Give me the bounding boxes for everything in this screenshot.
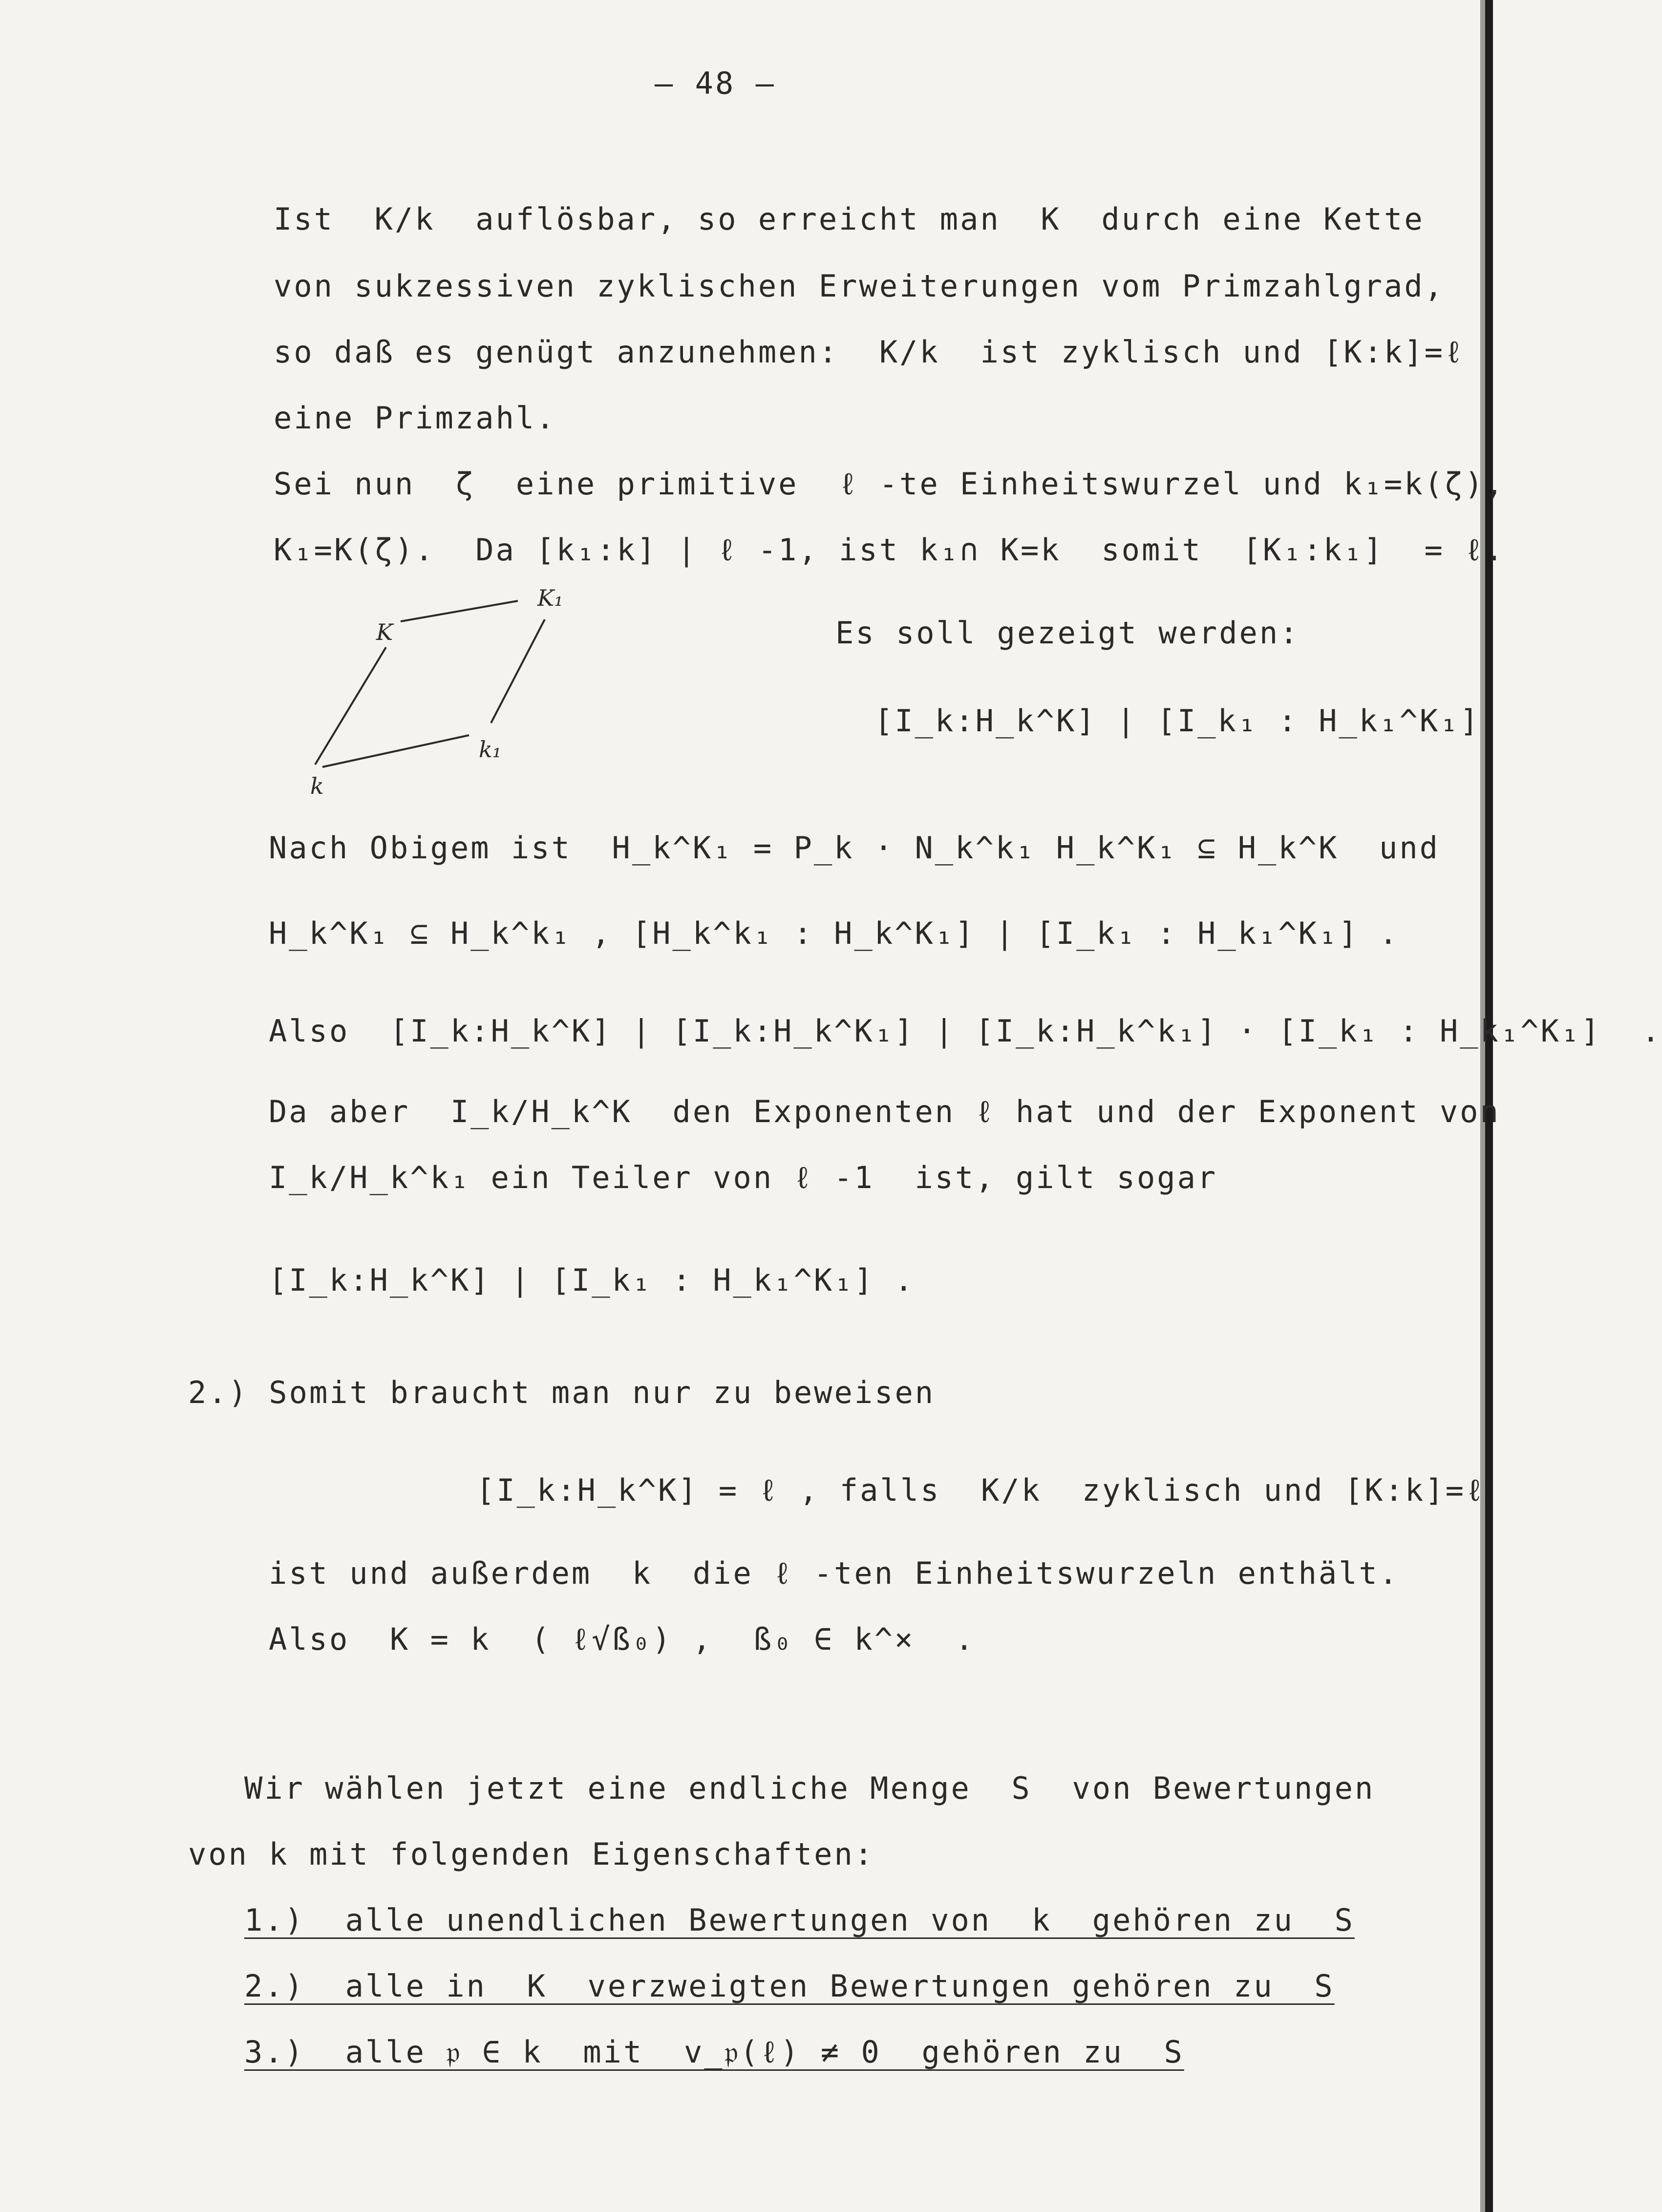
text-line-18: Also K = k ( ℓ√ß₀) , ß₀ ∈ k^× .: [269, 1621, 976, 1657]
diagram-edge-top: [401, 601, 518, 621]
page-number: – 48 –: [655, 65, 776, 101]
text-line-6: K₁=K(ζ). Da [k₁:k] | ℓ -1, ist k₁∩ K=k somit [K₁:k₁] = ℓ.: [274, 532, 1505, 568]
formula-line-8: [I_k:H_k^K] | [I_k₁ : H_k₁^K₁]: [874, 703, 1480, 739]
text-line-12: Da aber I_k/H_k^K den Exponenten ℓ hat und der Exponent von: [269, 1094, 1500, 1129]
text-line-20: von k mit folgenden Eigenschaften:: [188, 1836, 875, 1872]
text-line-7: Es soll gezeigt werden:: [835, 615, 1300, 651]
text-line-9: Nach Obigem ist H_k^K₁ = P_k · N_k^k₁ H_k^K₁ ⊆ H_k^K und: [269, 830, 1440, 866]
formula-line-16: [I_k:H_k^K] = ℓ , falls K/k zyklisch und [K:k]=ℓ: [476, 1472, 1486, 1508]
list-item-3: 3.) alle 𝔭 ∈ k mit v_𝔭(ℓ) ≠ 0 gehören zu S: [244, 2034, 1184, 2070]
list-item-1: 1.) alle unendlichen Bewertungen von k gehören zu S: [244, 1902, 1355, 1938]
diagram-edge-bottom: [322, 735, 469, 767]
text-line-11: Also [I_k:H_k^K] | [I_k:H_k^K₁] | [I_k:H_k^k₁] · [I_k₁ : H_k₁^K₁] .: [269, 1013, 1662, 1049]
text-line-3: so daß es genügt anzunehmen: K/k ist zyklisch und [K:k]=ℓ: [274, 334, 1465, 370]
text-line-13: I_k/H_k^k₁ ein Teiler von ℓ -1 ist, gilt sogar: [269, 1160, 1218, 1195]
formula-line-14: [I_k:H_k^K] | [I_k₁ : H_k₁^K₁] .: [269, 1262, 915, 1298]
diagram-edge-right: [491, 619, 545, 723]
text-line-19: Wir wählen jetzt eine endliche Menge S von Bewertungen: [244, 1770, 1375, 1806]
field-diagram: [274, 581, 616, 811]
text-line-1: Ist K/k auflösbar, so erreicht man K durch eine Kette: [274, 201, 1425, 237]
text-line-2: von sukzessiven zyklischen Erweiterungen vom Primzahlgrad,: [274, 268, 1445, 304]
diagram-label-k: k: [310, 773, 324, 799]
diagram-edge-left: [315, 647, 386, 765]
text-line-4: eine Primzahl.: [274, 400, 556, 436]
text-line-17: ist und außerdem k die ℓ -ten Einheitswurzeln enthält.: [269, 1555, 1400, 1591]
diagram-label-k1: k₁: [479, 736, 502, 763]
diagram-label-K1: K₁: [537, 585, 563, 611]
diagram-label-K: K: [376, 619, 393, 645]
text-line-15: 2.) Somit braucht man nur zu beweisen: [188, 1375, 936, 1410]
list-item-2: 2.) alle in K verzweigten Bewertungen gehören zu S: [244, 1968, 1335, 2004]
formula-line-10: H_k^K₁ ⊆ H_k^k₁ , [H_k^k₁ : H_k^K₁] | [I_k₁ : H_k₁^K₁] .: [269, 915, 1400, 951]
text-line-5: Sei nun ζ eine primitive ℓ -te Einheitswurzel und k₁=k(ζ),: [274, 466, 1505, 502]
